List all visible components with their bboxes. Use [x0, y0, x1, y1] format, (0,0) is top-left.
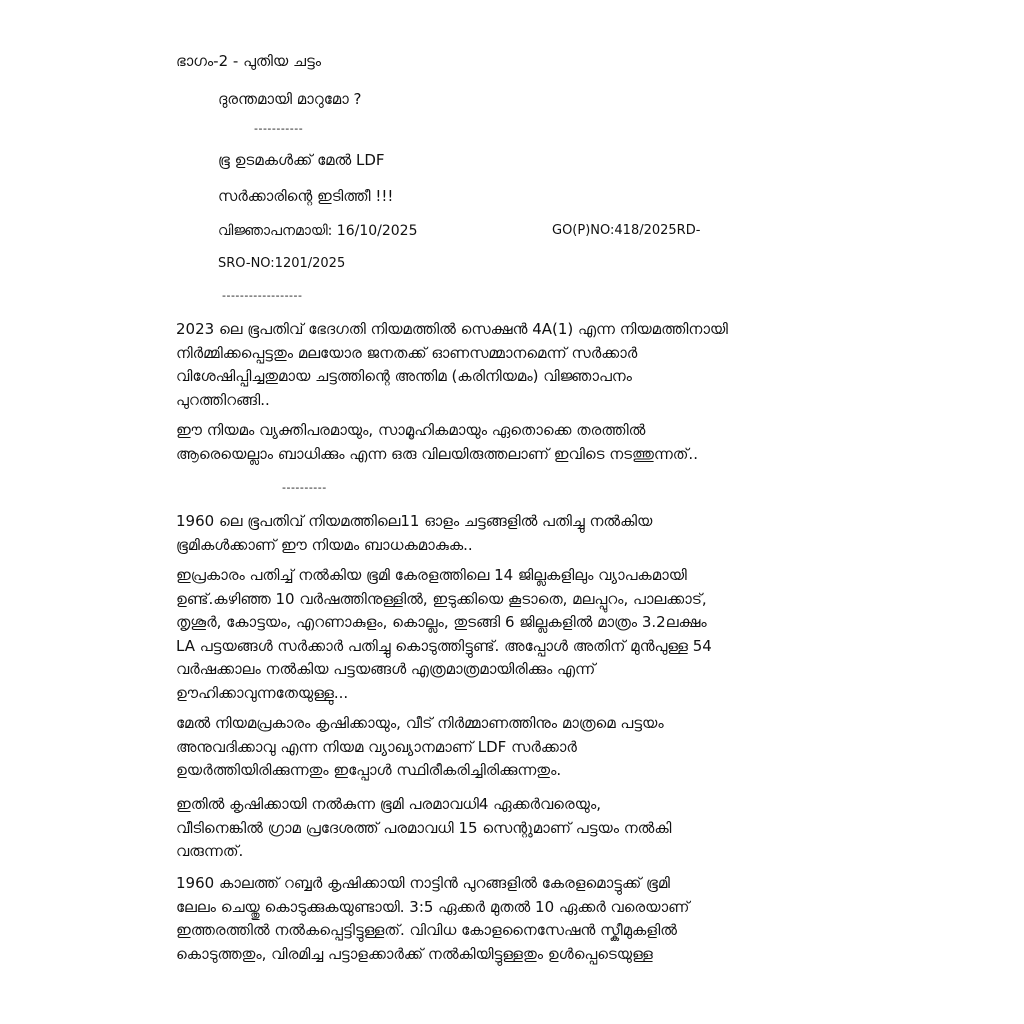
paragraph-line: ഇതിൽ കൃഷിക്കായി നൽകുന്ന ഭൂമി പരമാവധി4 ഏക്കർവരെയും,: [176, 795, 602, 813]
paragraph-line: അനുവദിക്കാവു എന്ന നിയമ വ്യാഖ്യാനമാണ് LDF സർക്കാർ: [176, 737, 577, 756]
paragraph-line: വീടിനെങ്കിൽ ഗ്രാമ പ്രദേശത്ത് പരമാവധി 15 സെന്റുമാണ് പട്ടയം നൽകി: [176, 818, 672, 837]
paragraph-line: LA പട്ടയങ്ങൾ സർക്കാർ പതിച്ചു കൊടുത്തിട്ടുണ്ട്. അപ്പോൾ അതിന് മുൻപുള്ള 54: [176, 636, 712, 655]
go-number: GO(P)NO:418/2025RD-: [552, 223, 701, 238]
paragraph-line: നിർമ്മിക്കപ്പെട്ടതും മലയോര ജനതക്ക് ഓണസമ്മാനമെന്ന് സർക്കാർ: [176, 343, 638, 362]
paragraph: [176, 564, 856, 705]
paragraph-line: 1960 ലെ ഭൂപതിവ് നിയമത്തിലെ11 ഓളം ചട്ടങ്ങളിൽ പതിച്ചു നൽകിയ: [176, 512, 653, 530]
paragraph-line: മേൽ നിയമപ്രകാരം കൃഷിക്കായും, വീട് നിർമ്മാണത്തിനും മാത്രമെ പട്ടയം: [176, 714, 664, 732]
separator-line: ------------------: [222, 289, 303, 302]
paragraph-line: ഭൂമികൾക്കാണ് ഈ നിയമം ബാധകമാകുക..: [176, 535, 473, 554]
paragraph-line: വിശേഷിപ്പിച്ചതുമായ ചട്ടത്തിന്റെ അന്തിമ (കരിനിയമം) വിജ്ഞാപനം: [176, 367, 632, 385]
paragraph: [176, 419, 856, 466]
paragraph-line: വർഷക്കാലം നൽകിയ പട്ടയങ്ങൾ എത്രമാത്രമായിരിക്കും എന്ന്: [176, 660, 596, 678]
paragraph-line: പുറത്തിറങ്ങി..: [176, 390, 270, 409]
paragraph-line: വരുന്നത്.: [176, 842, 244, 860]
paragraph-line: ലേലം ചെയ്തു കൊടുക്കുകയുണ്ടായി. 3:5 ഏക്കർ മുതൽ 10 ഏക്കർ വരെയാണ്: [176, 897, 690, 916]
section-part-heading: ഭാഗം-2 - പുതിയ ചട്ടം: [176, 52, 322, 70]
paragraph-line: ഈ നിയമം വ്യക്തിപരമായും, സാമൂഹികമായും ഏതൊക്കെ തരത്തിൽ: [176, 421, 646, 439]
paragraph-line: ഊഹിക്കാവുന്നതേയുള്ളു...: [176, 683, 349, 702]
paragraph-line: ഉണ്ട്.കഴിഞ്ഞ 10 വർഷത്തിനുള്ളിൽ, ഇടുക്കിയെ കൂടാതെ, മലപ്പുറം, പാലക്കാട്,: [176, 589, 707, 608]
headline-line-2: സർക്കാരിന്റെ ഇടിത്തീ !!!: [218, 187, 394, 205]
paragraph-line: കൊടുത്തതും, വിരമിച്ച പട്ടാളക്കാർക്ക് നൽകിയിട്ടുള്ളതും ഉൾപ്പെടെയുള്ള: [176, 944, 653, 963]
paragraph-line: ഉയർത്തിയിരിക്കുന്നതും ഇപ്പോൾ സ്ഥിരീകരിച്ചിരിക്കുന്നതും.: [176, 761, 562, 779]
paragraph-line: ഇപ്രകാരം പതിച്ച് നൽകിയ ഭൂമി കേരളത്തിലെ 14 ജില്ലകളിലും വ്യാപകമായി: [176, 566, 687, 584]
sro-number: SRO-NO:1201/2025: [218, 256, 346, 271]
separator-line: ----------: [282, 481, 327, 494]
paragraph-line: ഇത്തരത്തിൽ നൽകപ്പെട്ടിട്ടുള്ളത്. വിവിധ കോളനൈസേഷൻ സ്കീമുകളിൽ: [176, 921, 677, 939]
paragraph: [176, 712, 856, 783]
paragraph-line: ആരെയെല്ലാം ബാധിക്കും എന്ന ഒരു വിലയിരുത്തലാണ് ഇവിടെ നടത്തുന്നത്..: [176, 444, 698, 463]
question-heading: ദുരന്തമായി മാറുമോ ?: [218, 90, 362, 108]
paragraph: [176, 510, 856, 557]
paragraph-line: 1960 കാലത്ത് റബ്ബർ കൃഷിക്കായി നാട്ടിൻ പുറങ്ങളിൽ കേരളമൊട്ടുക്ക് ഭൂമി: [176, 874, 670, 892]
headline-line-1: ഭൂ ഉടമകൾക്ക് മേൽ LDF: [218, 151, 385, 169]
paragraph: [176, 793, 856, 864]
separator-line: -----------: [254, 122, 304, 135]
notification-date: വിജ്ഞാപനമായി: 16/10/2025: [218, 223, 418, 239]
paragraph-line: തൃശൂർ, കോട്ടയം, എറണാകുളം, കൊല്ലം, തുടങ്ങി 6 ജില്ലകളിൽ മാത്രം 3.2ലക്ഷം: [176, 613, 707, 631]
paragraph: [176, 872, 856, 966]
paragraph: [176, 318, 856, 412]
paragraph-line: 2023 ലെ ഭൂപതിവ് ഭേദഗതി നിയമത്തിൽ സെക്ഷൻ 4A(1) എന്ന നിയമത്തിനായി: [176, 320, 728, 338]
